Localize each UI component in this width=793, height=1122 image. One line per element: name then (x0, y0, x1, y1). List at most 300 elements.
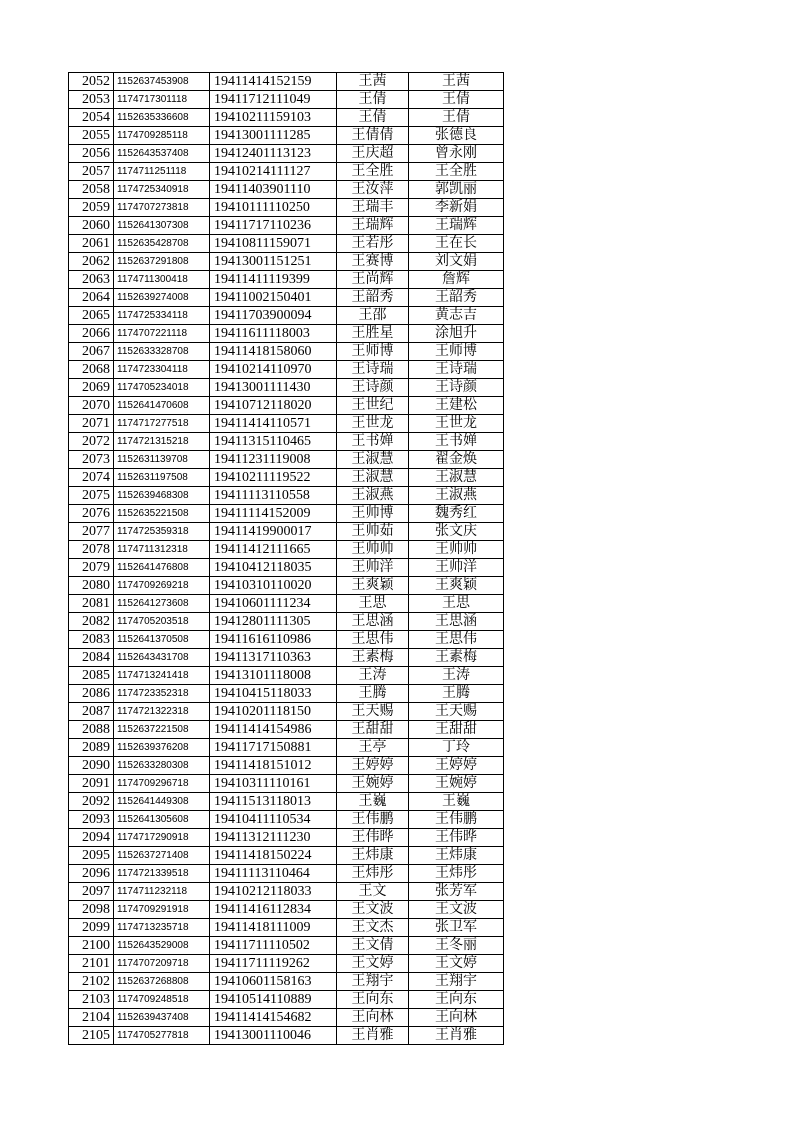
table-row (69, 307, 504, 325)
name-cell: 王帅帅 (337, 541, 409, 559)
seq-cell: 2089 (69, 739, 114, 757)
table-row (69, 595, 504, 613)
table-row (69, 793, 504, 811)
code-cell: 1174709291918 (114, 901, 210, 919)
code-cell: 1152639376208 (114, 739, 210, 757)
seq-cell: 2080 (69, 577, 114, 595)
exam-number-cell: 19410415118033 (210, 685, 337, 703)
code-cell: 1174723304118 (114, 361, 210, 379)
table-row (69, 667, 504, 685)
name-cell: 王涛 (337, 667, 409, 685)
table-row (69, 721, 504, 739)
exam-number-cell: 19411717150881 (210, 739, 337, 757)
name-cell: 王文倩 (337, 937, 409, 955)
name-secondary-cell: 王甜甜 (409, 721, 504, 739)
name-secondary-cell: 张文庆 (409, 523, 504, 541)
table-row (69, 217, 504, 235)
name-cell: 王天赐 (337, 703, 409, 721)
exam-number-cell: 19410214110970 (210, 361, 337, 379)
table-row (69, 253, 504, 271)
name-cell: 王思涵 (337, 613, 409, 631)
exam-number-cell: 19411315110465 (210, 433, 337, 451)
code-cell: 1174705277818 (114, 1027, 210, 1045)
name-secondary-cell: 王婉婷 (409, 775, 504, 793)
seq-cell: 2102 (69, 973, 114, 991)
exam-number-cell: 19411418158060 (210, 343, 337, 361)
code-cell: 1174707209718 (114, 955, 210, 973)
name-cell: 王倩 (337, 109, 409, 127)
name-secondary-cell: 王淑燕 (409, 487, 504, 505)
name-cell: 王诗颜 (337, 379, 409, 397)
name-secondary-cell: 王书婵 (409, 433, 504, 451)
table-row (69, 451, 504, 469)
seq-cell: 2093 (69, 811, 114, 829)
code-cell: 1152633328708 (114, 343, 210, 361)
table-row (69, 649, 504, 667)
name-secondary-cell: 王肖雅 (409, 1027, 504, 1045)
seq-cell: 2068 (69, 361, 114, 379)
code-cell: 1152641370508 (114, 631, 210, 649)
exam-number-cell: 19411717110236 (210, 217, 337, 235)
table-row (69, 415, 504, 433)
exam-number-cell: 19411114152009 (210, 505, 337, 523)
name-cell: 王书婵 (337, 433, 409, 451)
name-cell: 王倩倩 (337, 127, 409, 145)
name-secondary-cell: 郭凯丽 (409, 181, 504, 199)
code-cell: 1152637221508 (114, 721, 210, 739)
name-cell: 王向林 (337, 1009, 409, 1027)
code-cell: 1152639468308 (114, 487, 210, 505)
seq-cell: 2065 (69, 307, 114, 325)
table-row (69, 235, 504, 253)
name-secondary-cell: 王文婷 (409, 955, 504, 973)
code-cell: 1152641449308 (114, 793, 210, 811)
name-cell: 王炜彤 (337, 865, 409, 883)
table-row (69, 811, 504, 829)
name-cell: 王倩 (337, 91, 409, 109)
exam-number-cell: 19410311110161 (210, 775, 337, 793)
exam-number-cell: 19411712111049 (210, 91, 337, 109)
exam-number-cell: 19411711110502 (210, 937, 337, 955)
table-row (69, 919, 504, 937)
table-row (69, 829, 504, 847)
name-cell: 王世龙 (337, 415, 409, 433)
seq-cell: 2105 (69, 1027, 114, 1045)
name-cell: 王尚辉 (337, 271, 409, 289)
table-row (69, 487, 504, 505)
exam-number-cell: 19411414110571 (210, 415, 337, 433)
seq-cell: 2072 (69, 433, 114, 451)
exam-number-cell: 19411231119008 (210, 451, 337, 469)
seq-cell: 2074 (69, 469, 114, 487)
exam-number-cell: 19411711119262 (210, 955, 337, 973)
name-cell: 王帅博 (337, 505, 409, 523)
exam-number-cell: 19413001111430 (210, 379, 337, 397)
code-cell: 1152643431708 (114, 649, 210, 667)
name-cell: 王伟鹏 (337, 811, 409, 829)
seq-cell: 2079 (69, 559, 114, 577)
exam-number-cell: 19410811159071 (210, 235, 337, 253)
code-cell: 1152643529008 (114, 937, 210, 955)
name-secondary-cell: 王倩 (409, 91, 504, 109)
table-row (69, 163, 504, 181)
name-secondary-cell: 王师博 (409, 343, 504, 361)
code-cell: 1174725359318 (114, 523, 210, 541)
exam-number-cell: 19411611118003 (210, 325, 337, 343)
table-row (69, 847, 504, 865)
table-row (69, 739, 504, 757)
name-cell: 王诗瑞 (337, 361, 409, 379)
name-secondary-cell: 王全胜 (409, 163, 504, 181)
code-cell: 1152637268808 (114, 973, 210, 991)
name-secondary-cell: 王冬丽 (409, 937, 504, 955)
code-cell: 1152635428708 (114, 235, 210, 253)
seq-cell: 2055 (69, 127, 114, 145)
name-cell: 王甜甜 (337, 721, 409, 739)
table-row (69, 109, 504, 127)
table-row (69, 91, 504, 109)
name-cell: 王帅洋 (337, 559, 409, 577)
exam-number-cell: 19410214111127 (210, 163, 337, 181)
name-secondary-cell: 王诗颜 (409, 379, 504, 397)
seq-cell: 2053 (69, 91, 114, 109)
name-cell: 王腾 (337, 685, 409, 703)
name-secondary-cell: 王炜康 (409, 847, 504, 865)
name-secondary-cell: 王素梅 (409, 649, 504, 667)
exam-number-cell: 19410601111234 (210, 595, 337, 613)
code-cell: 1152641305608 (114, 811, 210, 829)
student-roster-table (68, 72, 504, 1045)
name-cell: 王炜康 (337, 847, 409, 865)
exam-number-cell: 19411002150401 (210, 289, 337, 307)
name-secondary-cell: 张芳军 (409, 883, 504, 901)
table-row (69, 469, 504, 487)
name-cell: 王文 (337, 883, 409, 901)
seq-cell: 2099 (69, 919, 114, 937)
table-row (69, 883, 504, 901)
name-cell: 王巍 (337, 793, 409, 811)
name-secondary-cell: 王伟晔 (409, 829, 504, 847)
exam-number-cell: 19411312111230 (210, 829, 337, 847)
seq-cell: 2097 (69, 883, 114, 901)
name-cell: 王婉婷 (337, 775, 409, 793)
name-cell: 王汝萍 (337, 181, 409, 199)
name-secondary-cell: 王建松 (409, 397, 504, 415)
name-secondary-cell: 王思 (409, 595, 504, 613)
name-secondary-cell: 涂旭升 (409, 325, 504, 343)
name-secondary-cell: 王帅帅 (409, 541, 504, 559)
exam-number-cell: 19413001151251 (210, 253, 337, 271)
name-cell: 王胜星 (337, 325, 409, 343)
table-row (69, 325, 504, 343)
exam-number-cell: 19412401113123 (210, 145, 337, 163)
name-secondary-cell: 王爽颖 (409, 577, 504, 595)
seq-cell: 2059 (69, 199, 114, 217)
code-cell: 1174717301118 (114, 91, 210, 109)
seq-cell: 2070 (69, 397, 114, 415)
code-cell: 1174725340918 (114, 181, 210, 199)
name-cell: 王婷婷 (337, 757, 409, 775)
name-cell: 王文杰 (337, 919, 409, 937)
name-secondary-cell: 王瑞辉 (409, 217, 504, 235)
seq-cell: 2060 (69, 217, 114, 235)
code-cell: 1152639274008 (114, 289, 210, 307)
table-row (69, 433, 504, 451)
name-cell: 王赛博 (337, 253, 409, 271)
code-cell: 1152637453908 (114, 73, 210, 91)
table-row (69, 757, 504, 775)
exam-number-cell: 19410211159103 (210, 109, 337, 127)
code-cell: 1152635336608 (114, 109, 210, 127)
name-cell: 王翔宇 (337, 973, 409, 991)
seq-cell: 2052 (69, 73, 114, 91)
seq-cell: 2096 (69, 865, 114, 883)
exam-number-cell: 19411414154682 (210, 1009, 337, 1027)
code-cell: 1174721339518 (114, 865, 210, 883)
exam-number-cell: 19410212118033 (210, 883, 337, 901)
code-cell: 1174705234018 (114, 379, 210, 397)
seq-cell: 2066 (69, 325, 114, 343)
table-row (69, 127, 504, 145)
name-secondary-cell: 王翔宇 (409, 973, 504, 991)
name-cell: 王文婷 (337, 955, 409, 973)
name-secondary-cell: 王向林 (409, 1009, 504, 1027)
table-row (69, 541, 504, 559)
exam-number-cell: 19410601158163 (210, 973, 337, 991)
seq-cell: 2095 (69, 847, 114, 865)
code-cell: 1174707273818 (114, 199, 210, 217)
name-secondary-cell: 王茜 (409, 73, 504, 91)
name-secondary-cell: 王向东 (409, 991, 504, 1009)
code-cell: 1152637291808 (114, 253, 210, 271)
table-row (69, 631, 504, 649)
seq-cell: 2057 (69, 163, 114, 181)
table-row (69, 199, 504, 217)
name-cell: 王师博 (337, 343, 409, 361)
name-secondary-cell: 王文波 (409, 901, 504, 919)
name-cell: 王肖雅 (337, 1027, 409, 1045)
seq-cell: 2081 (69, 595, 114, 613)
table-row (69, 937, 504, 955)
name-secondary-cell: 张德良 (409, 127, 504, 145)
name-cell: 王瑞丰 (337, 199, 409, 217)
name-secondary-cell: 王巍 (409, 793, 504, 811)
table-row (69, 1027, 504, 1045)
exam-number-cell: 19411418111009 (210, 919, 337, 937)
seq-cell: 2056 (69, 145, 114, 163)
name-cell: 王素梅 (337, 649, 409, 667)
name-secondary-cell: 王思伟 (409, 631, 504, 649)
seq-cell: 2078 (69, 541, 114, 559)
code-cell: 1174707221118 (114, 325, 210, 343)
exam-number-cell: 19410310110020 (210, 577, 337, 595)
table-body (69, 73, 504, 1045)
seq-cell: 2103 (69, 991, 114, 1009)
table-row (69, 775, 504, 793)
table-row (69, 955, 504, 973)
code-cell: 1174717290918 (114, 829, 210, 847)
code-cell: 1174711300418 (114, 271, 210, 289)
table-row (69, 271, 504, 289)
exam-number-cell: 19412801111305 (210, 613, 337, 631)
table-row (69, 505, 504, 523)
seq-cell: 2073 (69, 451, 114, 469)
name-secondary-cell: 张卫军 (409, 919, 504, 937)
exam-number-cell: 19411416112834 (210, 901, 337, 919)
seq-cell: 2063 (69, 271, 114, 289)
table-row (69, 181, 504, 199)
seq-cell: 2058 (69, 181, 114, 199)
seq-cell: 2062 (69, 253, 114, 271)
code-cell: 1152639437408 (114, 1009, 210, 1027)
seq-cell: 2098 (69, 901, 114, 919)
name-cell: 王淑慧 (337, 451, 409, 469)
exam-number-cell: 19410514110889 (210, 991, 337, 1009)
exam-number-cell: 19411113110464 (210, 865, 337, 883)
exam-number-cell: 19410211119522 (210, 469, 337, 487)
name-secondary-cell: 王诗瑞 (409, 361, 504, 379)
code-cell: 1174713235718 (114, 919, 210, 937)
name-secondary-cell: 王伟鹏 (409, 811, 504, 829)
exam-number-cell: 19411412111665 (210, 541, 337, 559)
table-row (69, 685, 504, 703)
name-secondary-cell: 王天赐 (409, 703, 504, 721)
code-cell: 1174711232118 (114, 883, 210, 901)
code-cell: 1174709296718 (114, 775, 210, 793)
exam-number-cell: 19410412118035 (210, 559, 337, 577)
code-cell: 1174709285118 (114, 127, 210, 145)
exam-number-cell: 19411403901110 (210, 181, 337, 199)
name-cell: 王亭 (337, 739, 409, 757)
seq-cell: 2086 (69, 685, 114, 703)
code-cell: 1152643537408 (114, 145, 210, 163)
table-row (69, 1009, 504, 1027)
seq-cell: 2054 (69, 109, 114, 127)
seq-cell: 2087 (69, 703, 114, 721)
name-cell: 王全胜 (337, 163, 409, 181)
table-row (69, 523, 504, 541)
code-cell: 1152631139708 (114, 451, 210, 469)
code-cell: 1174725334118 (114, 307, 210, 325)
code-cell: 1174711312318 (114, 541, 210, 559)
name-secondary-cell: 王倩 (409, 109, 504, 127)
seq-cell: 2094 (69, 829, 114, 847)
exam-number-cell: 19413001110046 (210, 1027, 337, 1045)
name-cell: 王淑慧 (337, 469, 409, 487)
name-cell: 王思伟 (337, 631, 409, 649)
exam-number-cell: 19413001111285 (210, 127, 337, 145)
code-cell: 1174709269218 (114, 577, 210, 595)
table-row (69, 343, 504, 361)
seq-cell: 2067 (69, 343, 114, 361)
seq-cell: 2084 (69, 649, 114, 667)
exam-number-cell: 19411703900094 (210, 307, 337, 325)
name-secondary-cell: 丁玲 (409, 739, 504, 757)
seq-cell: 2076 (69, 505, 114, 523)
name-cell: 王思 (337, 595, 409, 613)
seq-cell: 2092 (69, 793, 114, 811)
code-cell: 1174721315218 (114, 433, 210, 451)
exam-number-cell: 19410111110250 (210, 199, 337, 217)
name-cell: 王向东 (337, 991, 409, 1009)
seq-cell: 2083 (69, 631, 114, 649)
name-secondary-cell: 曾永刚 (409, 145, 504, 163)
table-row (69, 361, 504, 379)
name-secondary-cell: 王韶秀 (409, 289, 504, 307)
seq-cell: 2085 (69, 667, 114, 685)
name-secondary-cell: 刘文娟 (409, 253, 504, 271)
code-cell: 1152641273608 (114, 595, 210, 613)
exam-number-cell: 19410201118150 (210, 703, 337, 721)
exam-number-cell: 19411418150224 (210, 847, 337, 865)
name-secondary-cell: 黄志吉 (409, 307, 504, 325)
seq-cell: 2064 (69, 289, 114, 307)
name-cell: 王瑞辉 (337, 217, 409, 235)
name-secondary-cell: 王婷婷 (409, 757, 504, 775)
seq-cell: 2104 (69, 1009, 114, 1027)
seq-cell: 2061 (69, 235, 114, 253)
name-secondary-cell: 王炜彤 (409, 865, 504, 883)
exam-number-cell: 19411513118013 (210, 793, 337, 811)
code-cell: 1152635221508 (114, 505, 210, 523)
code-cell: 1174717277518 (114, 415, 210, 433)
seq-cell: 2077 (69, 523, 114, 541)
table-row (69, 973, 504, 991)
seq-cell: 2088 (69, 721, 114, 739)
name-secondary-cell: 王淑慧 (409, 469, 504, 487)
table-row (69, 901, 504, 919)
table-row (69, 397, 504, 415)
table-row (69, 703, 504, 721)
name-secondary-cell: 王在长 (409, 235, 504, 253)
name-cell: 王帅茹 (337, 523, 409, 541)
table-row (69, 577, 504, 595)
name-secondary-cell: 王腾 (409, 685, 504, 703)
code-cell: 1152641307308 (114, 217, 210, 235)
name-cell: 王爽颖 (337, 577, 409, 595)
name-cell: 王庆超 (337, 145, 409, 163)
code-cell: 1174705203518 (114, 613, 210, 631)
table-row (69, 613, 504, 631)
exam-number-cell: 19411317110363 (210, 649, 337, 667)
table-row (69, 145, 504, 163)
table-row (69, 289, 504, 307)
table-row (69, 865, 504, 883)
exam-number-cell: 19411616110986 (210, 631, 337, 649)
exam-number-cell: 19411418151012 (210, 757, 337, 775)
name-cell: 王伟晔 (337, 829, 409, 847)
name-cell: 王世纪 (337, 397, 409, 415)
exam-number-cell: 19410712118020 (210, 397, 337, 415)
name-cell: 王茜 (337, 73, 409, 91)
code-cell: 1152641476808 (114, 559, 210, 577)
code-cell: 1152641470608 (114, 397, 210, 415)
name-secondary-cell: 李新娟 (409, 199, 504, 217)
exam-number-cell: 19411419900017 (210, 523, 337, 541)
table-row (69, 73, 504, 91)
exam-number-cell: 19413101118008 (210, 667, 337, 685)
name-secondary-cell: 王帅洋 (409, 559, 504, 577)
exam-number-cell: 19410411110534 (210, 811, 337, 829)
seq-cell: 2090 (69, 757, 114, 775)
name-cell: 王若彤 (337, 235, 409, 253)
name-secondary-cell: 王思涵 (409, 613, 504, 631)
exam-number-cell: 19411113110558 (210, 487, 337, 505)
name-secondary-cell: 魏秀红 (409, 505, 504, 523)
name-secondary-cell: 王涛 (409, 667, 504, 685)
exam-number-cell: 19411411119399 (210, 271, 337, 289)
code-cell: 1174709248518 (114, 991, 210, 1009)
